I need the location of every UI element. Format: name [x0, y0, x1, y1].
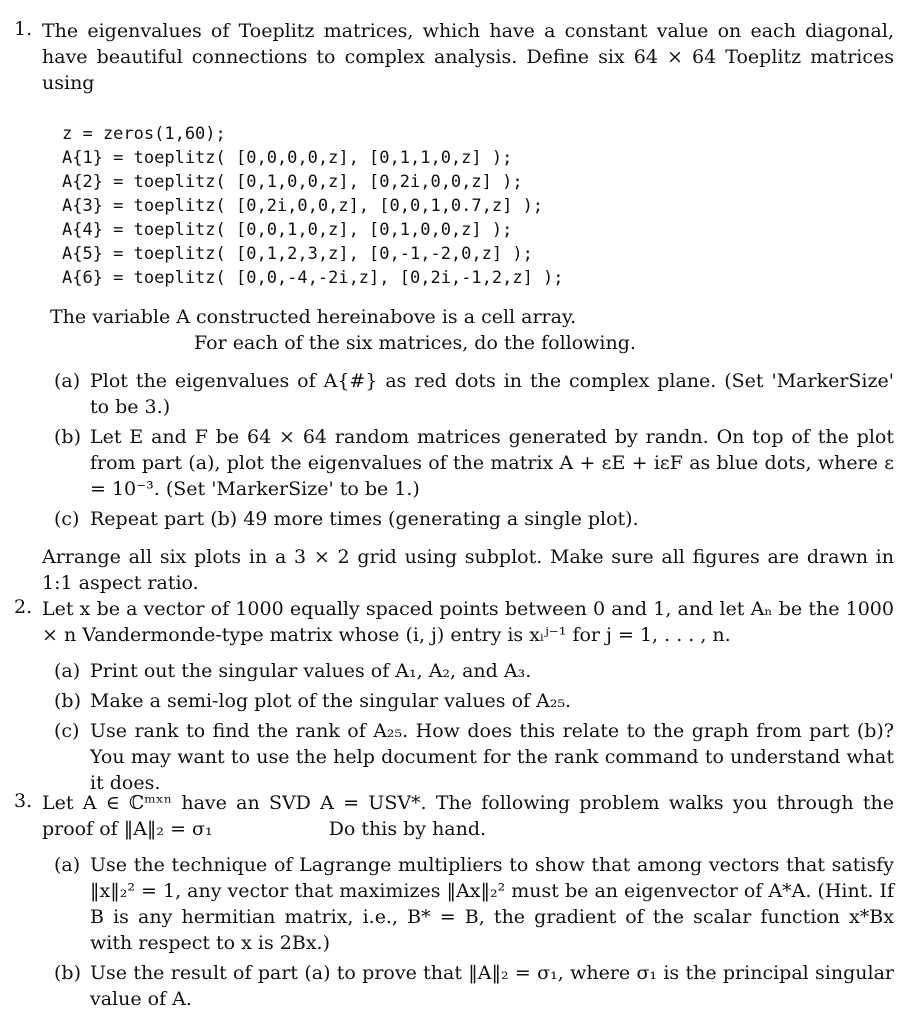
problem-3-intro [42, 790, 894, 842]
part-list [54, 368, 894, 532]
problem-3 [14, 790, 894, 1016]
problem-2 [14, 596, 894, 800]
code-line: A{3} = toeplitz( [0,2i,0,0,z], [0,0,1,0.7,z] ); [62, 196, 544, 216]
part-text: Let E and F be 64 × 64 random matrices generated by randn. On top of the plot from part (a), plot the eigenvalues of the matrix A + εE + iεF as blue dots, where ε = 10⁻³. (Set 'MarkerSize' to be 1.) [90, 426, 894, 500]
part-a [54, 658, 894, 684]
part-text: Use rank to find the rank of A₂₅. How does this relate to the graph from part (b)? You may want to use the help document for the rank command to understand what it does. [90, 720, 894, 794]
part-label: (a) [54, 370, 81, 392]
code-block [14, 122, 894, 290]
code-line: A{2} = toeplitz( [0,1,0,0,z], [0,2i,0,0,z] ); [62, 172, 523, 192]
part-label: (b) [54, 962, 81, 984]
part-text: Make a semi-log plot of the singular values of A₂₅. [90, 690, 572, 712]
problem-number: 1. [14, 18, 33, 40]
part-a [54, 852, 894, 956]
part-label: (b) [54, 426, 81, 448]
problem-2-intro: Let x be a vector of 1000 equally spaced points between 0 and 1, and let Aₙ be the 1000 × n Vandermonde-type matrix whose (i, j) entry is xᵢʲ⁻¹ for j = 1, . . . , n. [42, 598, 894, 646]
problem-1 [14, 18, 894, 596]
cell-array-note: The variable A constructed hereinabove is a cell array. [50, 306, 577, 328]
instruction: Do this by hand. [328, 818, 487, 840]
problem-3-intro-text: Let A ∈ ℂᵐˣⁿ have an SVD A = USV*. The following problem walks you through the proof of ‖A‖₂ = σ₁ [42, 792, 894, 840]
part-b [54, 688, 894, 714]
part-label: (a) [54, 660, 81, 682]
part-text: Plot the eigenvalues of A{#} as red dots in the complex plane. (Set 'MarkerSize' to be 3.) [90, 370, 894, 418]
part-label: (c) [54, 720, 80, 742]
part-text: Use the technique of Lagrange multipliers to show that among vectors that satisfy ‖x‖₂² = 1, any vector that maximizes ‖Ax‖₂² must be an eigenvector of A*A. (Hint. If B is any hermitian matrix, i.e., B* = B, the gradient of the scalar function x*Bx with respect to x is 2Bx.) [90, 854, 894, 954]
code-line: A{1} = toeplitz( [0,0,0,0,z], [0,1,1,0,z] ); [62, 148, 513, 168]
part-c [54, 718, 894, 796]
part-b [54, 424, 894, 502]
instruction: For each of the six matrices, do the following. [194, 332, 636, 354]
part-b [54, 960, 894, 1012]
part-a [54, 368, 894, 420]
part-c [54, 506, 894, 532]
problem-number: 3. [14, 790, 33, 812]
part-text: Print out the singular values of A₁, A₂, and A₃. [90, 660, 532, 682]
code-line: A{4} = toeplitz( [0,0,1,0,z], [0,1,0,0,z] ); [62, 220, 513, 240]
part-label: (b) [54, 690, 81, 712]
problem-1-closing: Arrange all six plots in a 3 × 2 grid using subplot. Make sure all figures are drawn in 1:1 aspect ratio. [42, 546, 894, 594]
part-label: (a) [54, 854, 81, 876]
problem-number: 2. [14, 596, 33, 618]
part-list [54, 658, 894, 796]
code-line: A{5} = toeplitz( [0,1,2,3,z], [0,-1,-2,0,z] ); [62, 244, 533, 264]
part-list [54, 852, 894, 1012]
problem-1-intro: The eigenvalues of Toeplitz matrices, which have a constant value on each diagonal, have beautiful connections to complex analysis. Define six 64 × 64 Toeplitz matrices using [42, 20, 894, 94]
part-label: (c) [54, 508, 80, 530]
code-line: A{6} = toeplitz( [0,0,-4,-2i,z], [0,2i,-1,2,z] ); [62, 268, 564, 288]
code-line: z = zeros(1,60); [62, 124, 226, 144]
part-text: Use the result of part (a) to prove that ‖A‖₂ = σ₁, where σ₁ is the principal singular value of A. [90, 962, 894, 1010]
part-text: Repeat part (b) 49 more times (generating a single plot). [90, 508, 639, 530]
